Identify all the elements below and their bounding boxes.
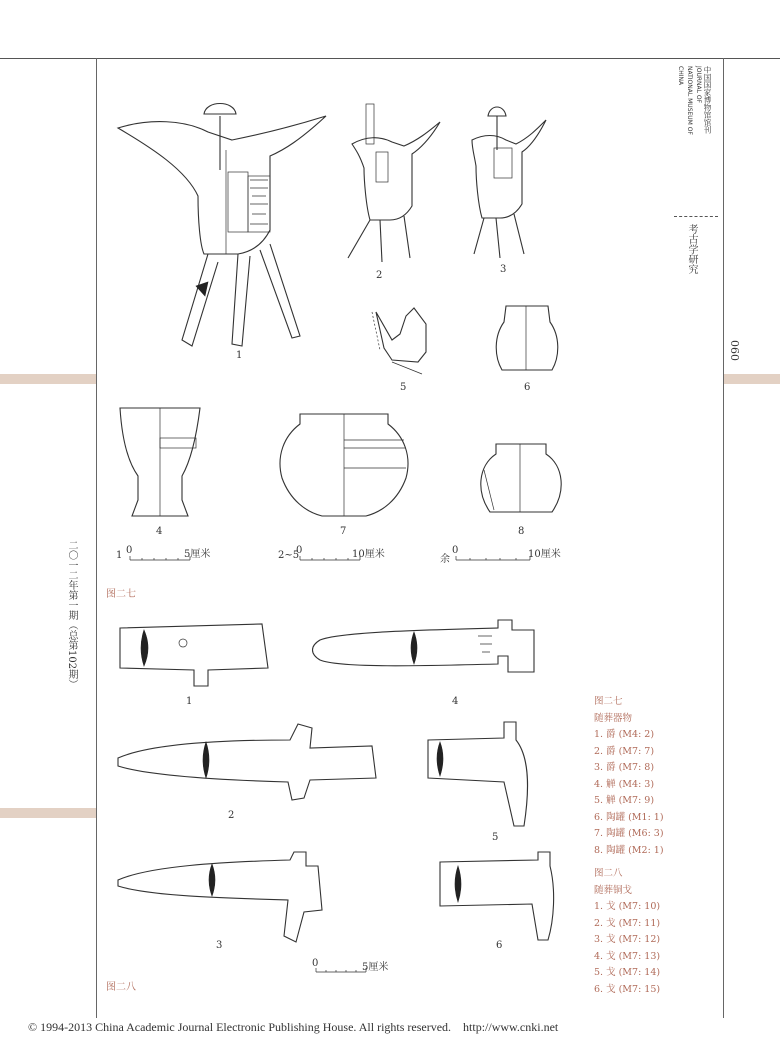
fig27-item-number: 5 xyxy=(400,382,407,393)
caption-subtitle: 随葬铜戈 xyxy=(594,884,633,896)
scale-zero: 0 xyxy=(452,545,459,556)
caption-item: 5. 戈 (M7: 14) xyxy=(594,967,661,978)
fig27-caption xyxy=(594,694,664,859)
fig27-item-number: 3 xyxy=(500,264,507,275)
caption-item: 6. 陶罐 (M1: 1) xyxy=(594,811,664,823)
fragment-vessel-5 xyxy=(372,308,426,374)
ge-blade-2 xyxy=(118,724,376,800)
fig27-label: 图二七 xyxy=(106,589,136,600)
scale-prefix: 2~5 xyxy=(278,550,300,561)
jar-7 xyxy=(280,414,408,516)
fig28-item-number: 2 xyxy=(228,810,235,821)
scale-prefix: 余 xyxy=(440,554,450,565)
caption-subtitle: 随葬器物 xyxy=(594,712,633,724)
caption-item: 5. 觯 (M7: 9) xyxy=(594,795,655,806)
scale-zero: 0 xyxy=(296,545,303,556)
jar-6 xyxy=(496,306,558,370)
journal-name-en-1: JOURNAL OF xyxy=(695,66,702,104)
caption-item: 1. 戈 (M7: 10) xyxy=(594,901,661,912)
section-title: 考古学研究 xyxy=(686,224,697,274)
fig28-item-number: 5 xyxy=(492,832,499,843)
fig28-item-number: 4 xyxy=(452,696,459,707)
scale-zero: 0 xyxy=(126,545,133,556)
scale-end: 10厘米 xyxy=(528,549,561,560)
fig28-label: 图二八 xyxy=(106,982,136,993)
jue-vessel-3 xyxy=(472,107,546,258)
jue-vessel-2 xyxy=(348,104,440,262)
issue-info: 二〇一二年第一期（总第102期） xyxy=(66,540,77,690)
jue-vessel-1 xyxy=(118,104,326,347)
caption-item: 1. 爵 (M4: 2) xyxy=(594,729,655,740)
journal-name-cn: 中国国家博物馆馆刊 xyxy=(703,66,712,134)
fig28-item-number: 3 xyxy=(216,940,223,951)
scale-end: 5厘米 xyxy=(184,549,211,560)
caption-title: 图二八 xyxy=(594,868,623,879)
ge-blade-6 xyxy=(440,852,554,940)
caption-item: 3. 戈 (M7: 12) xyxy=(594,934,661,945)
fig27-item-number: 8 xyxy=(518,526,525,537)
page-number: 060 xyxy=(728,340,741,361)
ge-blade-1 xyxy=(120,624,268,686)
fig27-item-number: 6 xyxy=(524,382,531,393)
zhi-vessel-4 xyxy=(120,408,200,516)
caption-item: 4. 觯 (M4: 3) xyxy=(594,778,655,790)
scale-end: 5厘米 xyxy=(362,962,389,973)
caption-item: 2. 爵 (M7: 7) xyxy=(594,745,655,757)
fig27-item-number: 1 xyxy=(236,350,243,361)
caption-item: 6. 戈 (M7: 15) xyxy=(594,983,661,995)
caption-item: 7. 陶罐 (M6: 3) xyxy=(594,828,664,839)
fig28-caption xyxy=(594,866,660,998)
fig27-item-number: 7 xyxy=(340,526,347,537)
journal-name-en-3: CHINA xyxy=(677,66,684,86)
ge-blade-4 xyxy=(313,620,535,672)
jar-8 xyxy=(481,444,561,512)
scale-bars xyxy=(130,556,530,972)
caption-item: 8. 陶罐 (M2: 1) xyxy=(594,844,664,856)
scale-end: 10厘米 xyxy=(352,549,385,560)
ge-blade-3 xyxy=(118,852,322,942)
fig28-item-number: 6 xyxy=(496,940,503,951)
copyright-footer: © 1994-2013 China Academic Journal Electronic Publishing House. All rights reserved. http://www.cnki.net xyxy=(28,1020,559,1034)
caption-title: 图二七 xyxy=(594,696,623,707)
caption-item: 4. 戈 (M7: 13) xyxy=(594,950,661,962)
scale-zero: 0 xyxy=(312,958,319,969)
caption-item: 3. 爵 (M7: 8) xyxy=(594,762,655,773)
ge-blade-5 xyxy=(428,722,528,826)
fig27-item-number: 4 xyxy=(156,526,163,537)
fig27-item-number: 2 xyxy=(376,270,383,281)
scale-prefix: 1 xyxy=(116,550,123,561)
journal-name-en-2: NATIONAL MUSEUM OF xyxy=(686,66,693,135)
fig28-item-number: 1 xyxy=(186,696,193,707)
caption-item: 2. 戈 (M7: 11) xyxy=(594,917,661,929)
